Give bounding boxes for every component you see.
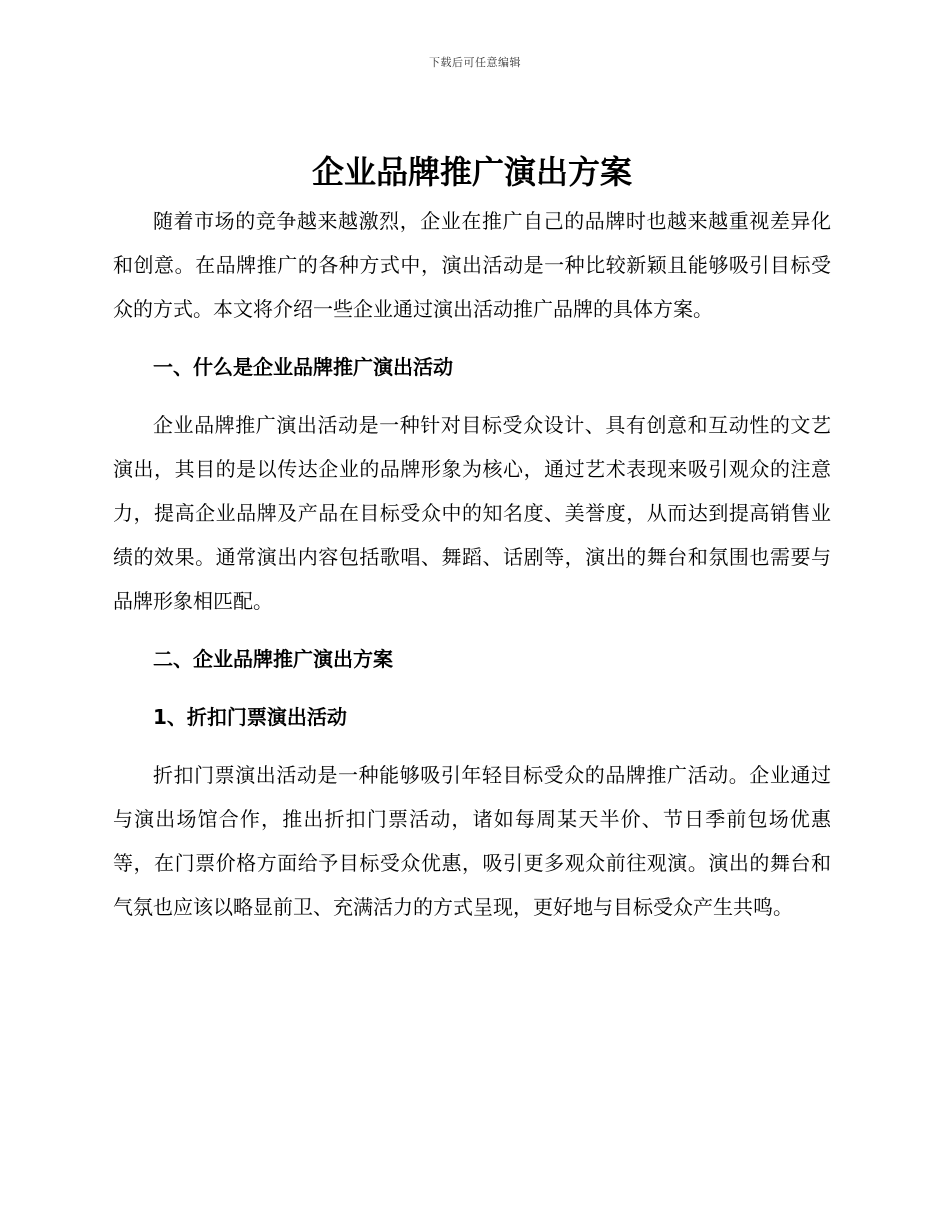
section-2-heading: 二、企业品牌推广演出方案 [153, 647, 393, 671]
subsection-1-paragraph: 折扣门票演出活动是一种能够吸引年轻目标受众的品牌推广活动。企业通过与演出场馆合作，推出折扣门票活动，诸如每周某天半价、节日季前包场优惠等，在门票价格方面给予目标受众优惠，吸引更多观众前往观演。演出的舞台和气氛也应该以略显前卫、充满活力的方式呈现，更好地与目标受众产生共鸣。 [113, 763, 831, 919]
document-title: 企业品牌推广演出方案 [311, 153, 632, 191]
subsection-1-heading: 1、折扣门票演出活动 [153, 705, 347, 729]
intro-paragraph: 随着市场的竞争越来越激烈，企业在推广自己的品牌时也越来越重视差异化和创意。在品牌推广的各种方式中，演出活动是一种比较新颖且能够吸引目标受众的方式。本文将介绍一些企业通过演出活动推广品牌的具体方案。 [113, 209, 831, 321]
document-body [113, 145, 831, 929]
header-note: 下载后可任意编辑 [429, 56, 521, 69]
section-1-heading: 一、什么是企业品牌推广演出活动 [153, 355, 453, 379]
section-1-paragraph: 企业品牌推广演出活动是一种针对目标受众设计、具有创意和互动性的文艺演出，其目的是以传达企业的品牌形象为核心，通过艺术表现来吸引观众的注意力，提高企业品牌及产品在目标受众中的知名度、美誉度，从而达到提高销售业绩的效果。通常演出内容包括歌唱、舞蹈、话剧等，演出的舞台和氛围也需要与品牌形象相匹配。 [113, 413, 831, 613]
